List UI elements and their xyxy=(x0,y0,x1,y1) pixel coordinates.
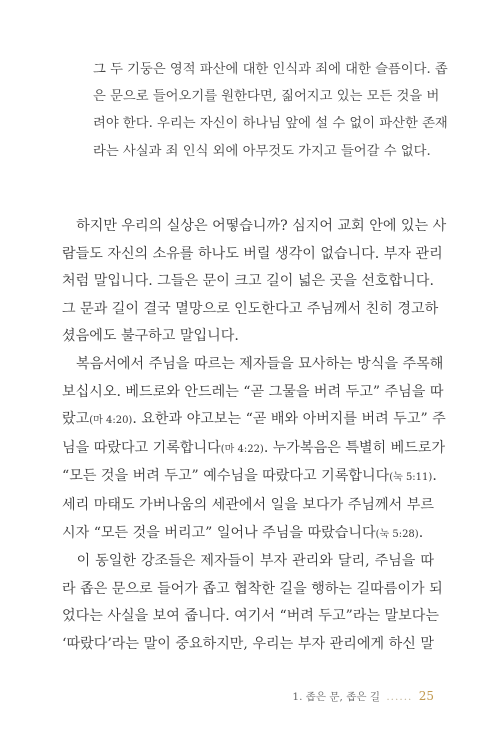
body-line xyxy=(62,631,434,659)
body-line xyxy=(62,406,446,435)
body-text xyxy=(62,213,447,659)
body-line xyxy=(62,435,446,464)
body-line xyxy=(62,492,434,520)
body-text-run: 이 동일한 강조들은 제자들이 부자 관리와 달리, 주님을 따 xyxy=(62,553,434,570)
body-text-run: . xyxy=(418,524,424,541)
body-text-run: 시자 “모든 것을 버리고” 일어나 주님을 따랐습니다 xyxy=(62,524,376,541)
body-line xyxy=(62,463,437,492)
body-text-run: 그 문과 길이 결국 멸망으로 인도한다고 주님께서 친히 경고하 xyxy=(62,300,439,317)
body-line xyxy=(62,520,434,549)
body-line xyxy=(62,213,447,241)
body-text-run: 라 좁은 문으로 들어가 좁고 협착한 길을 행하는 길따름이가 되 xyxy=(62,580,443,597)
footer-leader-dots: ...... xyxy=(386,691,413,703)
body-line xyxy=(62,241,443,269)
body-line xyxy=(62,548,434,576)
body-line xyxy=(62,379,444,407)
body-line xyxy=(62,351,444,379)
page-number: 25 xyxy=(418,689,434,703)
body-text-run: 하지만 우리의 실상은 어떻습니까? 심지어 교회 안에 있는 사 xyxy=(62,218,447,234)
body-text-run: 보십시오. 베드로와 안드레는 “곧 그물을 버려 두고” 주님을 따 xyxy=(62,383,444,400)
scripture-reference: (눅 5:11) xyxy=(389,472,433,484)
body-text-run: “모든 것을 버려 두고” 예수님을 따랐다고 기록합니다 xyxy=(62,468,390,485)
scripture-reference: (눅 5:28) xyxy=(375,528,419,540)
block-quote xyxy=(93,56,448,165)
page-footer xyxy=(292,689,434,704)
scripture-reference: (마 4:20) xyxy=(89,415,133,427)
body-line xyxy=(62,603,439,631)
quote-line: 은 문으로 들어오기를 원한다면, 짊어지고 있는 모든 것을 버 xyxy=(93,89,440,105)
body-text-run: . 요한과 야고보는 “곧 배와 아버지를 버려 두고” 주 xyxy=(132,411,446,428)
body-text-run: 세리 마태도 가버나움의 세관에서 일을 보다가 주님께서 부르 xyxy=(62,496,434,513)
body-text-run: . 누가복음은 특별히 베드로가 xyxy=(263,439,446,456)
body-text-run: 님을 따랐다고 기록합니다 xyxy=(62,439,221,456)
body-line xyxy=(62,268,434,296)
quote-line: 그 두 기둥은 영적 파산에 대한 인식과 죄에 대한 슬픔이다. 좁 xyxy=(93,62,448,77)
body-text-run: ‘따랐다’라는 말이 중요하지만, 우리는 부자 관리에게 하신 말 xyxy=(62,635,434,652)
body-text-run: . xyxy=(432,468,437,485)
quote-line: 려야 한다. 우리는 자신이 하나님 앞에 설 수 없이 파산한 존재 xyxy=(93,116,448,132)
body-text-run: 었다는 사실을 보여 줍니다. 여기서 “버려 두고”라는 말보다는 xyxy=(62,608,439,625)
quote-line: 라는 사실과 죄 인식 외에 아무것도 가지고 들어갈 수 없다. xyxy=(93,143,431,159)
body-text-run: 처럼 말입니다. 그들은 문이 크고 길이 넓은 곳을 선호합니다. xyxy=(62,273,434,290)
body-text-run: 람들도 자신의 소유를 하나도 버릴 생각이 없습니다. 부자 관리 xyxy=(62,245,443,262)
body-line xyxy=(62,323,434,351)
body-text-run: 셨음에도 불구하고 말입니다. xyxy=(62,328,239,345)
running-head-chapter: 1. 좁은 문, 좁은 길 xyxy=(292,691,380,703)
scripture-reference: (마 4:22) xyxy=(220,443,264,455)
body-line xyxy=(62,576,443,604)
body-text-run: 랐고 xyxy=(62,411,90,428)
body-line xyxy=(62,296,439,324)
body-text-run: 복음서에서 주님을 따르는 제자들을 묘사하는 방식을 주목해 xyxy=(62,355,444,372)
